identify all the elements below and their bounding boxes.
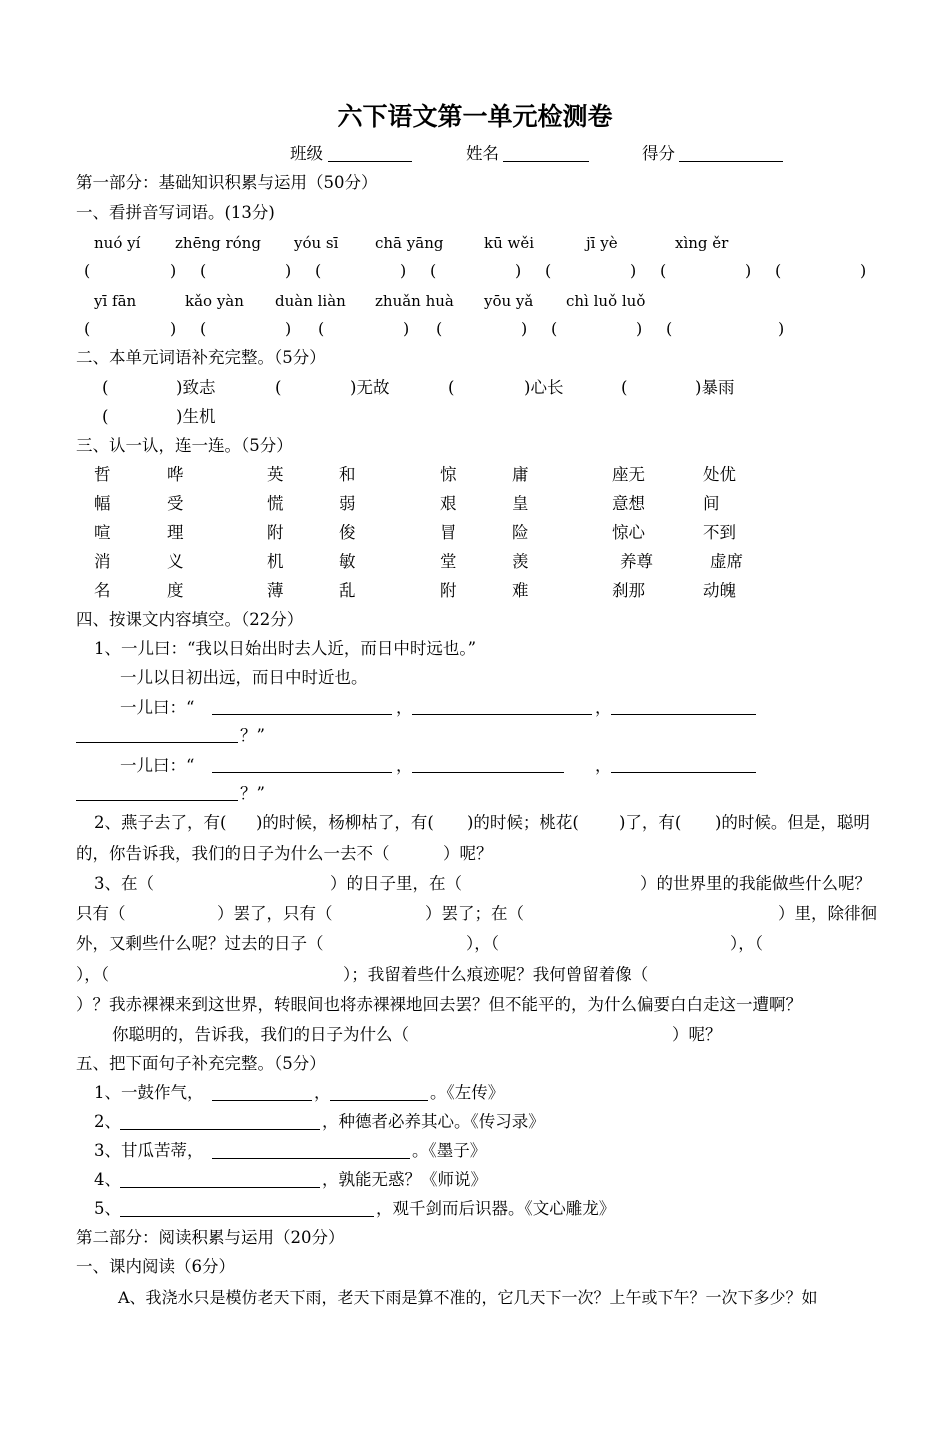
match-item[interactable]: 庸 (512, 465, 529, 484)
reading-passage: A、我浇水只是模仿老天下雨，老天下雨是算不准的，它几天下一次？上午或下午？一次下多少？如 (118, 1288, 818, 1307)
q4-2-text: 的，你告诉我，我们的日子为什么一去不（ (76, 844, 390, 863)
match-item[interactable]: 惊心 (612, 523, 645, 542)
pinyin: duàn liàn (275, 292, 346, 310)
q4-2-text: 2、燕子去了，有( (94, 813, 227, 832)
match-item[interactable]: 动魄 (703, 581, 736, 600)
q4-3-text: ）？我赤裸裸来到这世界，转眼间也将赤裸裸地回去罢？但不能平的，为什么偏要白白走这一遭啊？ (76, 995, 802, 1014)
q5-source: ，种德者必养其心。《传习录》 (322, 1112, 545, 1131)
score-label: 得分 (642, 144, 675, 163)
page-title: 六下语文第一单元检测卷 (337, 102, 613, 131)
q4-prompt: 一儿曰：“ (120, 698, 195, 717)
match-item[interactable]: 惊 (440, 465, 457, 484)
fill-blank[interactable] (611, 772, 756, 773)
pinyin: kū wěi (484, 234, 535, 252)
answer-bracket-open: ( (200, 319, 207, 338)
fill-blank[interactable] (76, 800, 238, 801)
q5-source: 。《墨子》 (412, 1141, 487, 1160)
q5-text: 2、 (94, 1112, 121, 1131)
part1-heading: 第一部分：基础知识积累与运用（50分） (76, 173, 378, 192)
fill-blank[interactable] (120, 1187, 320, 1188)
match-item[interactable]: 虚席 (710, 552, 743, 571)
match-item[interactable]: 意想 (612, 494, 645, 513)
match-item[interactable]: 理 (167, 523, 184, 542)
q5-source: 。《左传》 (430, 1083, 505, 1102)
match-item[interactable]: 幅 (94, 494, 111, 513)
answer-bracket-open: ( (775, 261, 782, 280)
pinyin: nuó yí (94, 234, 141, 252)
q5-text: 4、 (94, 1170, 121, 1189)
comma: ， (595, 698, 612, 717)
answer-bracket-close: ) (745, 261, 752, 280)
question-close: ？” (240, 726, 265, 745)
match-item[interactable]: 刹那 (612, 581, 645, 600)
match-item[interactable]: 间 (703, 494, 720, 513)
pinyin: yī fān (94, 292, 137, 310)
idiom-completion: )心长 (524, 378, 564, 397)
answer-bracket-open: ( (448, 378, 455, 397)
idiom-completion: )暴雨 (695, 378, 735, 397)
match-item[interactable]: 冒 (440, 523, 457, 542)
name-blank[interactable] (503, 161, 589, 162)
idiom-word: 心长 (530, 378, 564, 397)
q4-3-text: 3、在（ (94, 874, 154, 893)
match-item[interactable]: 受 (167, 494, 184, 513)
match-item[interactable]: 羡 (512, 552, 529, 571)
match-item[interactable]: 附 (267, 523, 284, 542)
fill-blank[interactable] (212, 714, 392, 715)
q4-3-text: ）罢了；在（ (425, 904, 524, 923)
pinyin: zhuǎn huà (375, 292, 454, 310)
match-item[interactable]: 险 (512, 523, 529, 542)
q4-3-text: ）的世界里的我能做些什么呢？ (640, 874, 871, 893)
answer-bracket-open: ( (84, 319, 91, 338)
match-item[interactable]: 堂 (440, 552, 457, 571)
fill-blank[interactable] (212, 772, 392, 773)
fill-blank[interactable] (76, 742, 238, 743)
idiom-word: 暴雨 (701, 378, 735, 397)
answer-bracket-open: ( (200, 261, 207, 280)
q4-3-text: ）；我留着些什么痕迹呢？我何曾留着像（ (343, 965, 649, 984)
match-item[interactable]: 喧 (94, 523, 111, 542)
q5-text: 1、一鼓作气， (94, 1083, 204, 1102)
pinyin: jī yè (586, 234, 618, 252)
match-item[interactable]: 座无 (612, 465, 645, 484)
fill-blank[interactable] (120, 1216, 374, 1217)
comma: ， (314, 1083, 331, 1102)
answer-bracket-open: ( (102, 378, 109, 397)
q4-3-text: ）呢？ (672, 1025, 722, 1044)
q3-heading: 三、认一认，连一连。（5分） (76, 436, 293, 455)
name-label: 姓名 (466, 144, 499, 163)
match-item[interactable]: 和 (339, 465, 356, 484)
answer-bracket-close: ) (403, 319, 410, 338)
q5-text: 5、 (94, 1199, 121, 1218)
idiom-completion: )无故 (350, 378, 390, 397)
match-item[interactable]: 义 (167, 552, 184, 571)
q4-3-text: ），（ (76, 965, 109, 984)
q4-prompt: 一儿曰：“ (120, 756, 195, 775)
question-close: ？” (240, 784, 265, 803)
answer-bracket-open: ( (315, 261, 322, 280)
idiom-word: 生机 (182, 407, 216, 426)
answer-bracket-close: ) (521, 319, 528, 338)
match-item[interactable]: 处优 (703, 465, 736, 484)
q2-heading: 二、本单元词语补充完整。（5分） (76, 348, 326, 367)
pinyin: yóu sī (294, 234, 339, 252)
q4-3-text: ）罢了，只有（ (217, 904, 333, 923)
match-item[interactable]: 弱 (339, 494, 356, 513)
q5-text: 3、甘瓜苦蒂， (94, 1141, 204, 1160)
comma: ， (595, 756, 612, 775)
q4-line-1: 1、一儿曰：“我以日始出时去人近，而日中时远也。” (94, 639, 477, 658)
answer-bracket-open: ( (318, 319, 325, 338)
class-blank[interactable] (328, 161, 412, 162)
match-item[interactable]: 皇 (512, 494, 529, 513)
fill-blank[interactable] (611, 714, 756, 715)
answer-bracket-open: ( (551, 319, 558, 338)
q4-heading: 四、按课文内容填空。（22分） (76, 610, 304, 629)
match-item[interactable]: 不到 (703, 523, 736, 542)
match-item[interactable]: 敏 (339, 552, 356, 571)
answer-bracket-open: ( (84, 261, 91, 280)
answer-bracket-open: ( (621, 378, 628, 397)
answer-bracket-open: ( (430, 261, 437, 280)
q5-source: ，孰能无惑？《师说》 (322, 1170, 487, 1189)
fill-blank[interactable] (212, 1158, 410, 1159)
q4-3-text: 只有（ (76, 904, 126, 923)
q5-source: ，观千剑而后识器。《文心雕龙》 (376, 1199, 616, 1218)
q5-heading: 五、把下面句子补充完整。（5分） (76, 1054, 326, 1073)
pinyin: chì luǒ luǒ (566, 292, 646, 310)
comma: ， (396, 698, 413, 717)
fill-blank[interactable] (120, 1129, 320, 1130)
q4-2-text: )了，有( (619, 813, 682, 832)
match-item[interactable]: 机 (267, 552, 284, 571)
match-item[interactable]: 消 (94, 552, 111, 571)
pinyin: yōu yǎ (484, 292, 534, 310)
fill-blank[interactable] (330, 1100, 428, 1101)
q4-2-text: )的时候。但是，聪明 (715, 813, 870, 832)
q4-3-text: ），（ (466, 934, 499, 953)
pinyin: chā yāng (375, 234, 444, 252)
reading-heading: 一、课内阅读（6分） (76, 1257, 235, 1276)
match-item[interactable]: 度 (167, 581, 184, 600)
answer-bracket-close: ) (170, 261, 177, 280)
pinyin: xìng ěr (675, 234, 729, 252)
answer-bracket-close: ) (778, 319, 785, 338)
idiom-word: 致志 (182, 378, 216, 397)
answer-bracket-close: ) (860, 261, 867, 280)
answer-bracket-close: ) (630, 261, 637, 280)
q4-3-text: ）里，除徘徊 (778, 904, 877, 923)
fill-blank[interactable] (212, 1100, 312, 1101)
q1-heading: 一、看拼音写词语。(13分) (76, 203, 275, 222)
q4-3-text: 你聪明的，告诉我，我们的日子为什么（ (112, 1025, 409, 1044)
idiom-word: 无故 (356, 378, 390, 397)
match-item[interactable]: 艰 (440, 494, 457, 513)
match-item[interactable]: 哲 (94, 465, 111, 484)
answer-bracket-open: ( (666, 319, 673, 338)
answer-bracket-close: ) (170, 319, 177, 338)
pinyin: kǎo yàn (185, 292, 244, 310)
answer-bracket-open: ( (545, 261, 552, 280)
answer-bracket-open: ( (436, 319, 443, 338)
part2-heading: 第二部分：阅读积累与运用（20分） (76, 1228, 345, 1247)
answer-bracket-open: ( (660, 261, 667, 280)
score-blank[interactable] (679, 161, 783, 162)
match-item[interactable]: 哗 (167, 465, 184, 484)
match-item[interactable]: 名 (94, 581, 111, 600)
pinyin: zhēng róng (175, 234, 261, 252)
answer-bracket-open: ( (102, 407, 109, 426)
comma: ， (396, 756, 413, 775)
q4-3-text: 外，又剩些什么呢？过去的日子（ (76, 934, 324, 953)
match-item[interactable]: 附 (440, 581, 457, 600)
q4-2-text: )的时候；桃花( (467, 813, 579, 832)
fill-blank[interactable] (412, 772, 564, 773)
fill-blank[interactable] (412, 714, 592, 715)
idiom-completion: )致志 (176, 378, 216, 397)
match-item[interactable]: 慌 (267, 494, 284, 513)
match-item[interactable]: 难 (512, 581, 529, 600)
answer-bracket-close: ) (285, 261, 292, 280)
answer-bracket-close: ) (285, 319, 292, 338)
q4-2-text: )的时候，杨柳枯了，有( (256, 813, 434, 832)
match-item[interactable]: 乱 (339, 581, 356, 600)
answer-bracket-close: ) (515, 261, 522, 280)
q4-3-text: ），（ (730, 934, 763, 953)
answer-bracket-close: ) (400, 261, 407, 280)
answer-bracket-open: ( (275, 378, 282, 397)
q4-line-2: 一儿以日初出远，而日中时近也。 (120, 668, 368, 687)
q4-3-text: ）的日子里，在（ (330, 874, 462, 893)
q4-2-text: ）呢？ (443, 844, 493, 863)
match-item[interactable]: 俊 (339, 523, 356, 542)
class-label: 班级 (290, 144, 323, 163)
match-item[interactable]: 养尊 (620, 552, 653, 571)
idiom-completion: )生机 (176, 407, 216, 426)
answer-bracket-close: ) (636, 319, 643, 338)
match-item[interactable]: 薄 (267, 581, 284, 600)
match-item[interactable]: 英 (267, 465, 284, 484)
